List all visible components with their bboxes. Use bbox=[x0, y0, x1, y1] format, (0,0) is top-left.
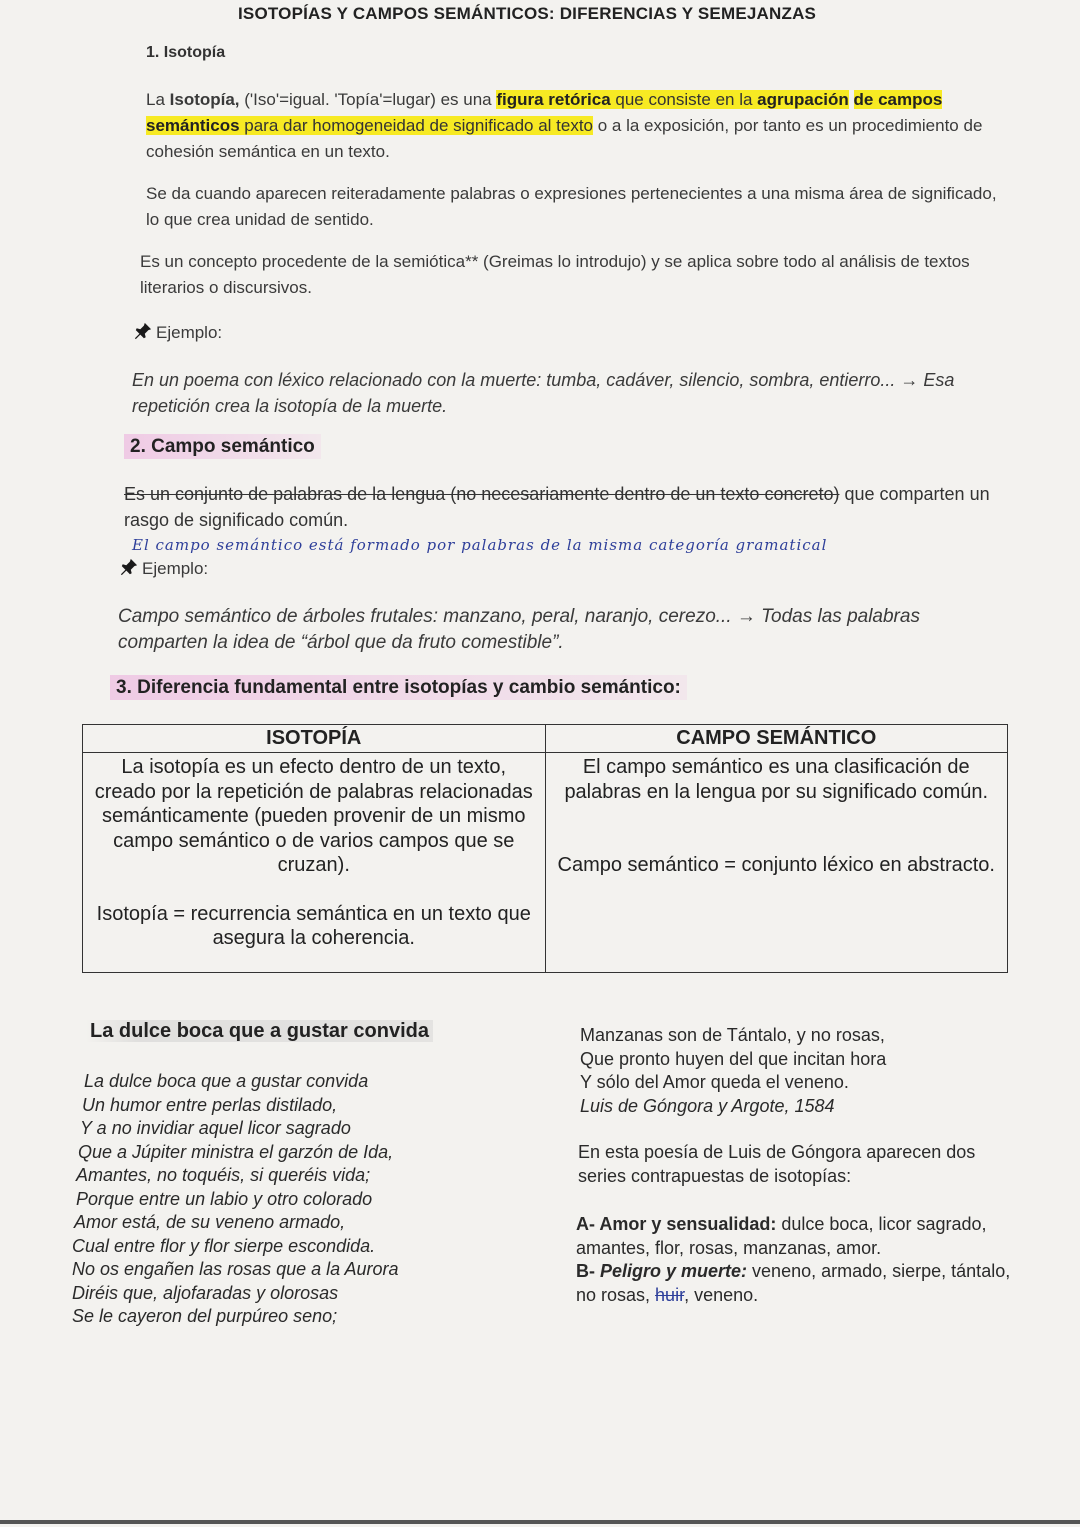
poem-left-column bbox=[72, 1070, 532, 1329]
poem-author: Luis de Góngora y Argote, 1584 bbox=[580, 1095, 835, 1116]
poem-line: Porque entre un labio y otro colorado bbox=[76, 1188, 373, 1209]
poem-line: Amor está, de su veneno armado, bbox=[74, 1212, 346, 1232]
pushpin-icon bbox=[134, 322, 152, 340]
table-cell-isotopia: La isotopía es un efecto dentro de un texto, creado por la repetición de palabras relacionadas semánticamente (pueden provenir de un mismo campo semántico o de varios campos que se cruzan). Isotopía = recurrencia semántica en un texto que asegura la coherencia. bbox=[83, 753, 546, 973]
section-1-paragraph-1: La Isotopía, ('Iso'=igual. 'Topía'=lugar) es una figura retórica que consiste en la agrupación de campos semánticos para dar homogeneidad de significado al texto o a la exposición, por tanto es un procedimiento de cohesión semántica en un texto. bbox=[146, 90, 983, 161]
section-1-example-label: Ejemplo: bbox=[134, 320, 222, 346]
table-header-isotopia: ISOTOPÍA bbox=[83, 725, 546, 753]
poem-line: Manzanas son de Tántalo, y no rosas, bbox=[580, 1025, 885, 1045]
poem-title: La dulce boca que a gustar convida bbox=[86, 1020, 433, 1042]
analysis-series bbox=[576, 1213, 1026, 1307]
table-header-campo: CAMPO SEMÁNTICO bbox=[545, 725, 1008, 753]
poem-line: No os engañen las rosas que a la Aurora bbox=[72, 1259, 399, 1279]
poem-line: Un humor entre perlas distilado, bbox=[82, 1094, 338, 1115]
poem-line: La dulce boca que a gustar convida bbox=[84, 1071, 369, 1091]
poem-line: Amantes, no toquéis, si queréis vida; bbox=[76, 1165, 371, 1185]
section-1-heading: 1. Isotopía bbox=[146, 44, 226, 61]
poem-right-column bbox=[580, 1024, 1020, 1118]
pushpin-icon bbox=[120, 558, 138, 576]
series-a: A- Amor y sensualidad: dulce boca, licor sagrado, amantes, flor, rosas, manzanas, amor. bbox=[576, 1214, 987, 1258]
table-cell-campo: El campo semántico es una clasificación de palabras en la lengua por su significado común. Campo semántico = conjunto léxico en abstracto. bbox=[545, 753, 1008, 973]
poem-title-wrap bbox=[86, 1020, 433, 1043]
section-2-heading-wrap bbox=[124, 436, 321, 458]
section-2-example-text: Campo semántico de árboles frutales: manzano, peral, naranjo, cerezo... → Todas las palabras comparten la idea de “árbol que da fruto comestible”. bbox=[118, 606, 920, 653]
poem-line: Se le cayeron del purpúreo seno; bbox=[72, 1306, 338, 1326]
poem-line: Diréis que, aljofaradas y olorosas bbox=[72, 1282, 339, 1303]
section-2-example-label: Ejemplo: bbox=[120, 556, 208, 582]
page-title: ISOTOPÍAS Y CAMPOS SEMÁNTICOS: DIFERENCIAS Y SEMEJANZAS bbox=[238, 4, 817, 23]
section-1-paragraph-2: Se da cuando aparecen reiteradamente palabras o expresiones pertenecientes a una misma área de significado, lo que crea unidad de sentido. bbox=[146, 184, 997, 229]
section-3-heading: 3. Diferencia fundamental entre isotopías y cambio semántico: bbox=[110, 675, 687, 700]
poem-line: Cual entre flor y flor sierpe escondida. bbox=[72, 1235, 376, 1256]
section-2-paragraph: Es un conjunto de palabras de la lengua (no necesariamente dentro de un texto concreto) que comparten un rasgo de significado común. bbox=[124, 484, 990, 530]
section-1-example-text: En un poema con léxico relacionado con la muerte: tumba, cadáver, silencio, sombra, entierro... → Esa repetición crea la isotopía de la muerte. bbox=[132, 370, 955, 416]
comparison-table bbox=[82, 724, 1008, 973]
handwritten-note: El campo semántico está formado por palabras de la misma categoría gramatical bbox=[132, 536, 828, 554]
section-3-heading-wrap bbox=[110, 677, 687, 699]
poem-line: Y sólo del Amor queda el veneno. bbox=[580, 1072, 849, 1092]
series-b: B- Peligro y muerte: veneno, armado, sierpe, tántalo, no rosas, huir, veneno. bbox=[576, 1261, 1011, 1305]
section-1-paragraph-3: Es un concepto procedente de la semiótica** (Greimas lo introdujo) y se aplica sobre todo al análisis de textos literarios o discursivos. bbox=[140, 252, 970, 297]
poem-line: Que pronto huyen del que incitan hora bbox=[580, 1048, 887, 1069]
section-2-heading: 2. Campo semántico bbox=[124, 434, 321, 459]
page-bottom-edge bbox=[0, 1520, 1080, 1524]
analysis-intro: En esta poesía de Luis de Góngora aparecen dos series contrapuestas de isotopías: bbox=[578, 1142, 976, 1186]
poem-line: Que a Júpiter ministra el garzón de Ida, bbox=[78, 1141, 394, 1162]
poem-line: Y a no invidiar aquel licor sagrado bbox=[80, 1118, 351, 1138]
